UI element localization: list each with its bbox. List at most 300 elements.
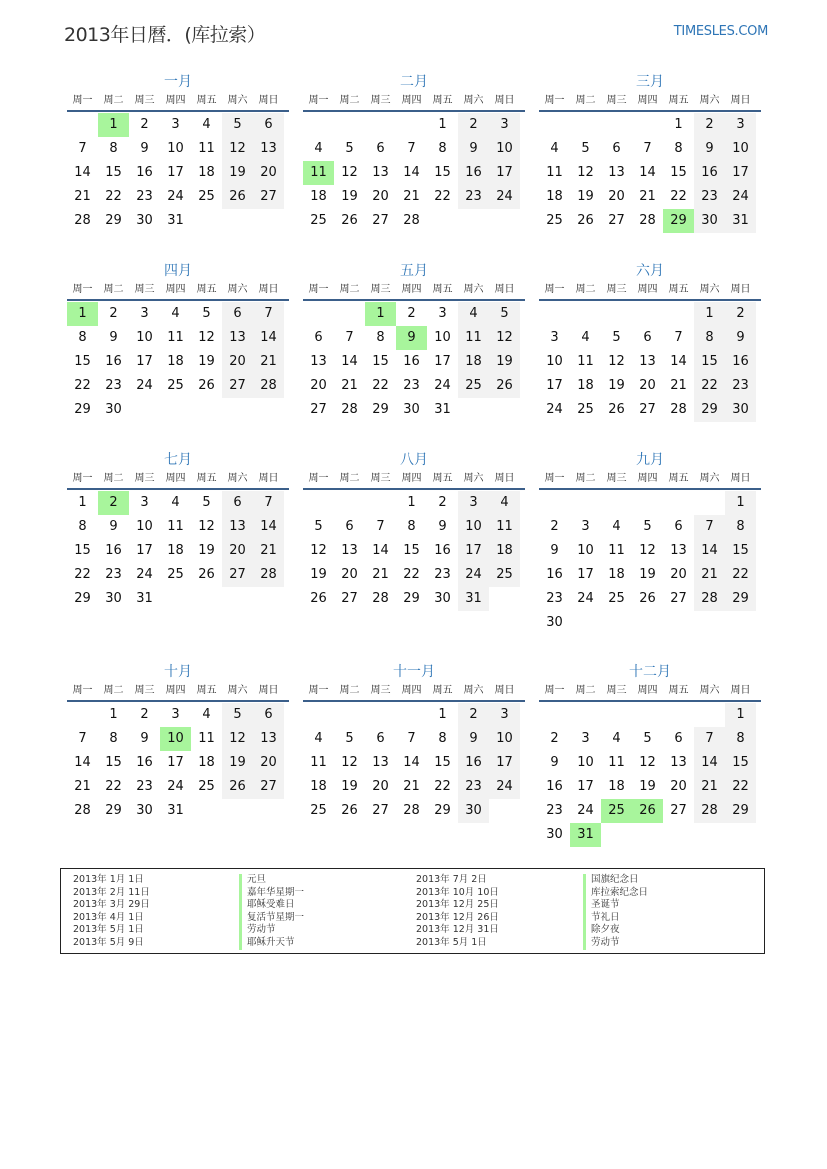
day-cell: 27 [372, 803, 389, 818]
day-cell: 7 [345, 330, 354, 345]
weekday-label: 周二 [575, 685, 596, 696]
day-cell: 24 [489, 775, 520, 799]
day-cell: 4 [202, 117, 211, 132]
weekday-label: 周日 [730, 95, 751, 106]
holiday-dates-right [416, 874, 499, 950]
day-cell: 15 [403, 543, 420, 558]
day-cell: 29 [105, 803, 122, 818]
empty-day-cell [191, 398, 222, 422]
day-cell: 18 [167, 543, 184, 558]
day-cell: 19 [222, 161, 253, 185]
weekday-label: 周日 [494, 284, 515, 295]
day-cell: 5 [222, 703, 253, 727]
day-cell: 13 [372, 755, 389, 770]
day-cell: 14 [74, 165, 91, 180]
day-cell: 6 [222, 491, 253, 515]
day-cell: 23 [105, 567, 122, 582]
holiday-date: 2013年 12月 31日 [416, 924, 499, 936]
weekday-label: 周一 [308, 685, 329, 696]
weekday-label: 周二 [575, 95, 596, 106]
day-cell: 21 [341, 378, 358, 393]
empty-day-cell [601, 823, 632, 847]
day-cell: 28 [694, 587, 725, 611]
day-cell: 3 [438, 306, 447, 321]
weekday-label: 周一 [544, 284, 565, 295]
day-cell: 19 [577, 189, 594, 204]
day-cell: 19 [198, 543, 215, 558]
day-cell: 28 [341, 402, 358, 417]
day-grid [303, 702, 525, 823]
day-cell: 25 [167, 567, 184, 582]
day-cell: 31 [136, 591, 153, 606]
day-cell: 3 [550, 330, 559, 345]
day-cell: 20 [310, 378, 327, 393]
day-cell: 18 [310, 779, 327, 794]
month-block [67, 261, 289, 422]
day-cell: 3 [140, 306, 149, 321]
day-grid [303, 490, 525, 611]
day-cell: 16 [434, 543, 451, 558]
weekday-label: 周日 [258, 284, 279, 295]
day-cell: 19 [341, 189, 358, 204]
month-name: 四月 [164, 263, 192, 279]
weekday-label: 周一 [544, 685, 565, 696]
day-cell: 26 [577, 213, 594, 228]
empty-day-cell [694, 491, 725, 515]
weekday-label: 周三 [606, 473, 627, 484]
day-cell: 9 [140, 141, 149, 156]
day-cell: 7 [694, 727, 725, 751]
day-cell: 18 [198, 755, 215, 770]
day-cell: 26 [198, 378, 215, 393]
day-cell: 7 [643, 141, 652, 156]
day-cell: 22 [670, 189, 687, 204]
day-cell: 30 [458, 799, 489, 823]
day-cell: 11 [608, 755, 625, 770]
day-cell: 20 [253, 751, 284, 775]
day-cell: 28 [694, 799, 725, 823]
weekday-label: 周日 [258, 95, 279, 106]
empty-day-cell [632, 491, 663, 515]
day-cell: 5 [489, 302, 520, 326]
day-cell: 1 [438, 707, 447, 722]
empty-day-cell [334, 703, 365, 727]
month-name: 九月 [636, 452, 664, 468]
empty-day-cell [458, 398, 489, 422]
day-grid [67, 301, 289, 422]
weekday-header [67, 682, 289, 702]
day-cell: 25 [198, 779, 215, 794]
day-cell: 29 [74, 591, 91, 606]
empty-day-cell [570, 302, 601, 326]
day-cell: 30 [136, 803, 153, 818]
weekday-header [303, 281, 525, 301]
day-cell: 26 [608, 402, 625, 417]
day-cell: 10 [136, 330, 153, 345]
weekday-label: 周二 [339, 473, 360, 484]
weekday-header [67, 470, 289, 490]
empty-day-cell [489, 398, 520, 422]
day-cell: 4 [202, 707, 211, 722]
day-cell: 8 [674, 141, 683, 156]
month-block [303, 261, 525, 422]
holiday-date: 2013年 4月 1日 [73, 911, 144, 923]
holiday-name: 除夕夜 [583, 924, 648, 937]
holiday-day-cell: 1 [67, 302, 98, 326]
day-cell: 23 [136, 189, 153, 204]
day-cell: 3 [489, 703, 520, 727]
day-cell: 25 [489, 563, 520, 587]
day-cell: 23 [546, 591, 563, 606]
weekday-label: 周四 [637, 685, 658, 696]
day-cell: 18 [489, 539, 520, 563]
weekday-label: 周二 [339, 284, 360, 295]
day-cell: 30 [694, 209, 725, 233]
month-block [539, 450, 761, 635]
day-cell: 15 [670, 165, 687, 180]
day-cell: 24 [577, 803, 594, 818]
empty-day-cell [191, 799, 222, 823]
weekday-label: 周四 [401, 284, 422, 295]
day-cell: 10 [434, 330, 451, 345]
day-cell: 15 [74, 543, 91, 558]
day-cell: 24 [434, 378, 451, 393]
day-cell: 2 [725, 302, 756, 326]
day-cell: 8 [725, 515, 756, 539]
day-cell: 20 [341, 567, 358, 582]
day-cell: 22 [105, 189, 122, 204]
day-cell: 14 [670, 354, 687, 369]
day-cell: 17 [489, 751, 520, 775]
weekday-label: 周五 [668, 284, 689, 295]
empty-day-cell [334, 302, 365, 326]
month-block [67, 450, 289, 611]
weekday-label: 周日 [258, 685, 279, 696]
weekday-label: 周五 [196, 473, 217, 484]
day-grid [303, 301, 525, 422]
weekday-label: 周二 [339, 95, 360, 106]
day-cell: 10 [577, 543, 594, 558]
day-cell: 23 [403, 378, 420, 393]
day-cell: 27 [639, 402, 656, 417]
day-cell: 17 [434, 354, 451, 369]
month-block [539, 662, 761, 847]
holiday-date: 2013年 12月 25日 [416, 899, 499, 911]
day-cell: 8 [109, 141, 118, 156]
day-grid [67, 490, 289, 611]
day-cell: 7 [253, 491, 284, 515]
day-cell: 30 [546, 615, 563, 630]
empty-day-cell [570, 703, 601, 727]
weekday-label: 周四 [401, 473, 422, 484]
day-cell: 18 [458, 350, 489, 374]
holiday-name: 嘉年华星期一 [239, 887, 304, 900]
empty-day-cell [303, 491, 334, 515]
day-cell: 12 [222, 727, 253, 751]
day-cell: 30 [136, 213, 153, 228]
weekday-label: 周三 [606, 95, 627, 106]
weekday-label: 周二 [339, 685, 360, 696]
day-cell: 27 [310, 402, 327, 417]
weekday-label: 周一 [308, 284, 329, 295]
day-cell: 22 [403, 567, 420, 582]
day-cell: 9 [550, 755, 559, 770]
day-cell: 7 [376, 519, 385, 534]
day-cell: 14 [694, 751, 725, 775]
holiday-day-cell: 9 [396, 326, 427, 350]
day-cell: 13 [253, 137, 284, 161]
day-cell: 30 [105, 402, 122, 417]
empty-day-cell [601, 611, 632, 635]
day-cell: 6 [643, 330, 652, 345]
holiday-name: 节礼日 [583, 912, 648, 925]
day-cell: 29 [372, 402, 389, 417]
day-cell: 29 [74, 402, 91, 417]
holiday-date: 2013年 10月 10日 [416, 886, 499, 898]
weekday-label: 周六 [463, 95, 484, 106]
day-cell: 26 [341, 803, 358, 818]
day-grid [67, 702, 289, 823]
day-cell: 6 [314, 330, 323, 345]
weekday-label: 周四 [637, 473, 658, 484]
weekday-label: 周五 [668, 685, 689, 696]
weekday-label: 周日 [494, 95, 515, 106]
weekday-label: 周二 [575, 473, 596, 484]
day-cell: 10 [489, 727, 520, 751]
day-cell: 19 [198, 354, 215, 369]
day-cell: 24 [489, 185, 520, 209]
weekday-label: 周六 [699, 685, 720, 696]
day-cell: 16 [136, 165, 153, 180]
day-cell: 8 [376, 330, 385, 345]
weekday-header [539, 92, 761, 112]
day-cell: 17 [458, 539, 489, 563]
day-cell: 3 [140, 495, 149, 510]
day-cell: 31 [434, 402, 451, 417]
weekday-label: 周日 [730, 473, 751, 484]
day-cell: 3 [581, 519, 590, 534]
day-cell: 2 [438, 495, 447, 510]
day-cell: 4 [550, 141, 559, 156]
day-cell: 1 [109, 707, 118, 722]
day-cell: 11 [167, 330, 184, 345]
site-link[interactable]: TIMESLES.COM [673, 24, 768, 39]
weekday-label: 周日 [494, 685, 515, 696]
holiday-name: 国旗纪念日 [583, 874, 648, 887]
day-cell: 19 [639, 779, 656, 794]
weekday-header [303, 470, 525, 490]
day-cell: 28 [74, 803, 91, 818]
weekday-label: 周一 [544, 473, 565, 484]
day-cell: 1 [407, 495, 416, 510]
day-cell: 25 [546, 213, 563, 228]
day-cell: 12 [198, 330, 215, 345]
day-cell: 8 [438, 731, 447, 746]
day-cell: 3 [171, 117, 180, 132]
day-cell: 9 [109, 330, 118, 345]
day-cell: 30 [434, 591, 451, 606]
day-cell: 13 [670, 543, 687, 558]
empty-day-cell [365, 491, 396, 515]
day-cell: 6 [376, 141, 385, 156]
holiday-date: 2013年 2月 11日 [73, 886, 150, 898]
weekday-label: 周五 [668, 95, 689, 106]
empty-day-cell [663, 703, 694, 727]
day-cell: 21 [253, 539, 284, 563]
empty-day-cell [396, 703, 427, 727]
month-name: 三月 [636, 74, 664, 90]
weekday-label: 周一 [544, 95, 565, 106]
empty-day-cell [632, 823, 663, 847]
day-cell: 20 [372, 189, 389, 204]
day-cell: 10 [458, 515, 489, 539]
empty-day-cell [334, 491, 365, 515]
empty-day-cell [222, 398, 253, 422]
day-cell: 11 [489, 515, 520, 539]
empty-day-cell [663, 823, 694, 847]
day-cell: 16 [403, 354, 420, 369]
day-cell: 29 [105, 213, 122, 228]
weekday-label: 周五 [432, 95, 453, 106]
empty-day-cell [601, 491, 632, 515]
holiday-date: 2013年 5月 9日 [73, 936, 144, 948]
weekday-label: 周四 [165, 95, 186, 106]
day-cell: 8 [694, 326, 725, 350]
day-cell: 3 [489, 113, 520, 137]
empty-day-cell [191, 209, 222, 233]
empty-day-cell [489, 209, 520, 233]
weekday-label: 周一 [72, 284, 93, 295]
weekday-label: 周六 [699, 95, 720, 106]
day-cell: 23 [546, 803, 563, 818]
day-cell: 12 [577, 165, 594, 180]
day-cell: 18 [608, 567, 625, 582]
weekday-label: 周五 [432, 473, 453, 484]
day-cell: 6 [253, 703, 284, 727]
empty-day-cell [222, 209, 253, 233]
weekday-header [539, 281, 761, 301]
empty-day-cell [694, 611, 725, 635]
month-name: 七月 [164, 452, 192, 468]
day-cell: 6 [376, 731, 385, 746]
holiday-day-cell: 31 [570, 823, 601, 847]
holiday-name: 元旦 [239, 874, 304, 887]
weekday-label: 周五 [432, 284, 453, 295]
day-cell: 16 [458, 751, 489, 775]
day-cell: 24 [167, 189, 184, 204]
empty-day-cell [334, 113, 365, 137]
weekday-label: 周三 [370, 685, 391, 696]
day-cell: 16 [458, 161, 489, 185]
holiday-names-left [239, 874, 304, 950]
day-cell: 3 [725, 113, 756, 137]
day-cell: 30 [546, 827, 563, 842]
weekday-label: 周三 [134, 95, 155, 106]
day-cell: 15 [74, 354, 91, 369]
weekday-label: 周六 [227, 473, 248, 484]
day-cell: 15 [105, 755, 122, 770]
day-cell: 5 [222, 113, 253, 137]
weekday-header [67, 92, 289, 112]
day-cell: 25 [167, 378, 184, 393]
day-cell: 21 [694, 563, 725, 587]
weekday-label: 周三 [606, 685, 627, 696]
empty-day-cell [694, 703, 725, 727]
weekday-label: 周一 [72, 473, 93, 484]
day-cell: 22 [372, 378, 389, 393]
month-block [539, 72, 761, 233]
day-cell: 11 [458, 326, 489, 350]
day-cell: 22 [74, 378, 91, 393]
day-cell: 28 [670, 402, 687, 417]
day-cell: 5 [314, 519, 323, 534]
day-cell: 11 [608, 543, 625, 558]
weekday-label: 周一 [72, 685, 93, 696]
empty-day-cell [303, 113, 334, 137]
day-cell: 9 [438, 519, 447, 534]
day-cell: 2 [550, 731, 559, 746]
month-block [303, 662, 525, 823]
day-cell: 22 [725, 563, 756, 587]
holiday-name: 库拉索纪念日 [583, 887, 648, 900]
weekday-label: 周一 [72, 95, 93, 106]
day-cell: 7 [253, 302, 284, 326]
empty-day-cell [570, 491, 601, 515]
day-cell: 22 [74, 567, 91, 582]
empty-day-cell [632, 611, 663, 635]
day-cell: 13 [608, 165, 625, 180]
weekday-label: 周五 [432, 685, 453, 696]
day-cell: 26 [222, 775, 253, 799]
day-cell: 5 [202, 495, 211, 510]
day-cell: 14 [253, 515, 284, 539]
day-cell: 4 [612, 519, 621, 534]
day-cell: 14 [74, 755, 91, 770]
weekday-header [303, 682, 525, 702]
day-cell: 13 [639, 354, 656, 369]
day-cell: 12 [489, 326, 520, 350]
empty-day-cell [632, 302, 663, 326]
day-cell: 26 [341, 213, 358, 228]
day-cell: 3 [171, 707, 180, 722]
day-cell: 1 [78, 495, 87, 510]
day-cell: 28 [639, 213, 656, 228]
day-grid [539, 490, 761, 635]
day-cell: 9 [458, 137, 489, 161]
day-cell: 5 [643, 519, 652, 534]
day-cell: 25 [310, 213, 327, 228]
day-cell: 15 [434, 755, 451, 770]
day-cell: 15 [372, 354, 389, 369]
day-cell: 8 [725, 727, 756, 751]
day-cell: 7 [407, 141, 416, 156]
day-cell: 29 [725, 587, 756, 611]
day-cell: 21 [694, 775, 725, 799]
weekday-header [303, 92, 525, 112]
holiday-day-cell: 29 [663, 209, 694, 233]
day-cell: 30 [403, 402, 420, 417]
empty-day-cell [539, 302, 570, 326]
day-cell: 8 [78, 519, 87, 534]
day-cell: 24 [167, 779, 184, 794]
weekday-label: 周二 [103, 685, 124, 696]
day-cell: 28 [372, 591, 389, 606]
day-cell: 2 [550, 519, 559, 534]
day-cell: 26 [222, 185, 253, 209]
day-cell: 17 [546, 378, 563, 393]
weekday-label: 周四 [401, 685, 422, 696]
day-grid [303, 112, 525, 233]
